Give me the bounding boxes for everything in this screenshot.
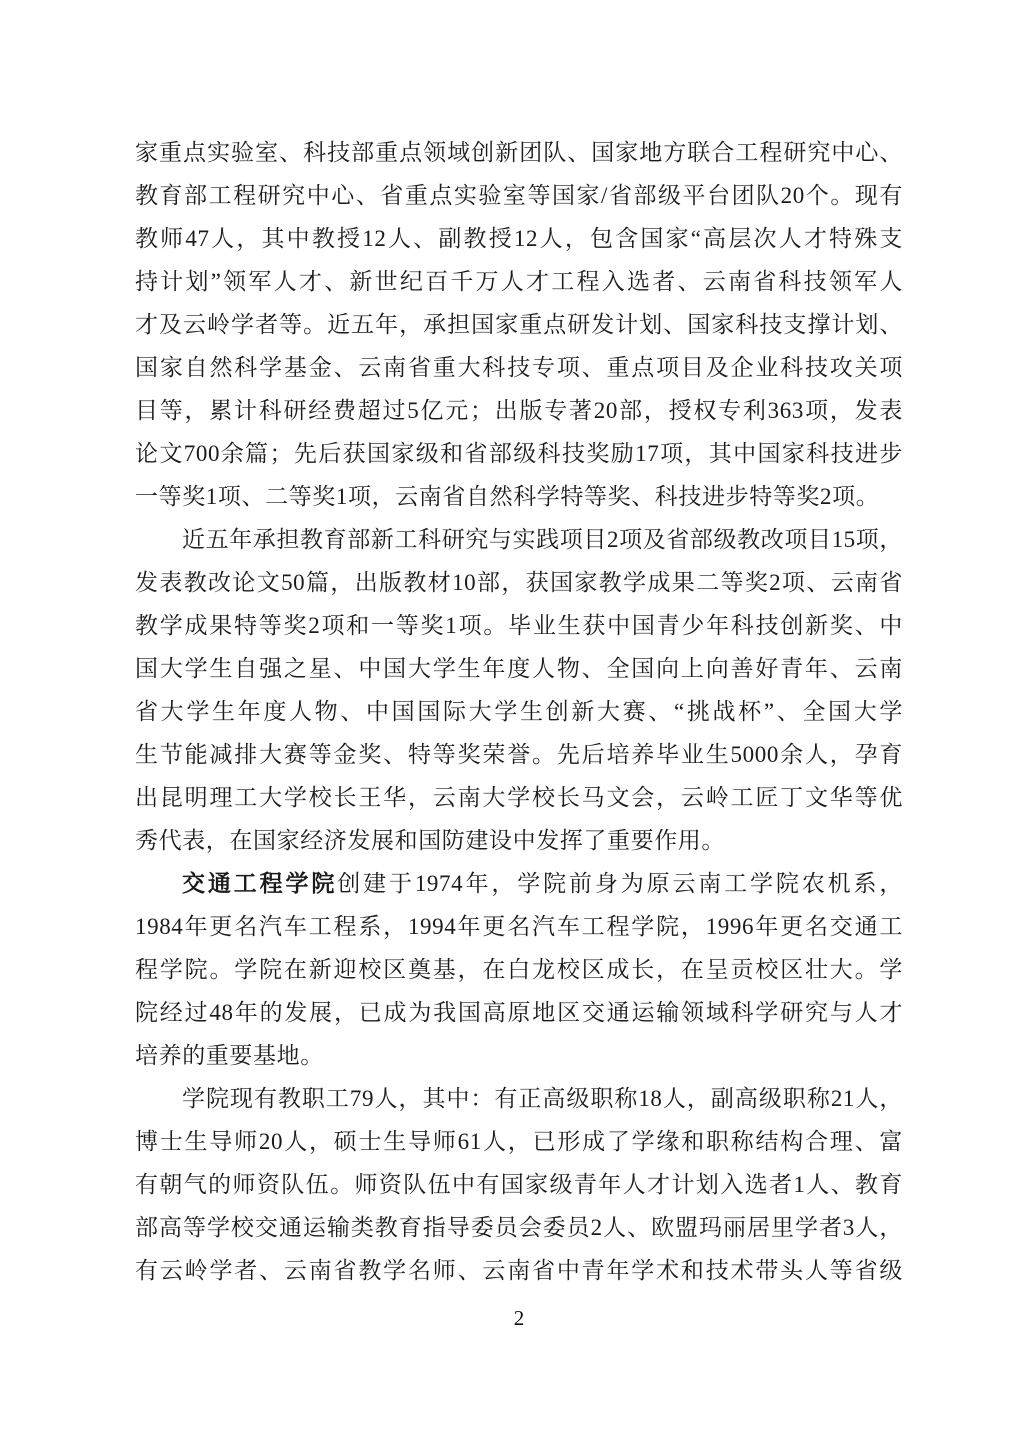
paragraph-college-history — [135, 862, 903, 1077]
text-line: 程学院。学院在新迎校区奠基，在白龙校区成长，在呈贡校区壮大。学 — [135, 957, 903, 982]
text-line: 近五年承担教育部新工科研究与实践项目2项及省部级教改项目15项， — [182, 527, 903, 552]
text-run: 创建于1974年，学院前身为原云南工学院农机系， — [337, 871, 903, 896]
college-name-bold-lead: 交通工程学院 — [182, 871, 338, 896]
text-line: 教育部工程研究中心、省重点实验室等国家/省部级平台团队20个。现有 — [135, 183, 903, 208]
text-line: 有云岭学者、云南省教学名师、云南省中青年学术和技术带头人等省级 — [135, 1258, 903, 1283]
text-line: 国家自然科学基金、云南省重大科技专项、重点项目及企业科技攻关项 — [135, 355, 903, 380]
text-line: 持计划”领军人才、新世纪百千万人才工程入选者、云南省科技领军人 — [135, 269, 903, 294]
text-line: 院经过48年的发展，已成为我国高原地区交通运输领域科学研究与人才 — [135, 1000, 903, 1025]
text-line — [135, 862, 903, 905]
text-line: 家重点实验室、科技部重点领域创新团队、国家地方联合工程研究中心、 — [135, 140, 903, 165]
text-line: 生节能减排大赛等金奖、特等奖荣誉。先后培养毕业生5000余人，孕育 — [135, 742, 903, 767]
text-line: 1984年更名汽车工程系，1994年更名汽车工程学院，1996年更名交通工 — [135, 914, 903, 939]
text-line: 论文700余篇；先后获国家级和省部级科技奖励17项，其中国家科技进步 — [135, 441, 903, 466]
text-line: 目等，累计科研经费超过5亿元；出版专著20部，授权专利363项，发表 — [135, 398, 903, 423]
page-body — [135, 131, 903, 1292]
text-line: 部高等学校交通运输类教育指导委员会委员2人、欧盟玛丽居里学者3人， — [135, 1215, 903, 1240]
text-line: 秀代表，在国家经济发展和国防建设中发挥了重要作用。 — [135, 828, 725, 853]
text-line: 教师47人，其中教授12人、副教授12人，包含国家“高层次人才特殊支 — [135, 226, 903, 251]
page-number: 2 — [513, 1306, 525, 1330]
text-line: 有朝气的师资队伍。师资队伍中有国家级青年人才计划入选者1人、教育 — [135, 1172, 903, 1197]
text-line: 出昆明理工大学校长王华，云南大学校长马文会，云岭工匠丁文华等优 — [135, 785, 903, 810]
text-line: 培养的重要基地。 — [135, 1043, 324, 1068]
text-line: 一等奖1项、二等奖1项，云南省自然科学特等奖、科技进步特等奖2项。 — [135, 484, 880, 509]
paragraph-platform-and-research — [135, 131, 903, 518]
text-line: 发表教改论文50篇，出版教材10部，获国家教学成果二等奖2项、云南省 — [135, 570, 903, 595]
text-line: 国大学生自强之星、中国大学生年度人物、全国向上向善好青年、云南 — [135, 656, 903, 681]
text-line: 教学成果特等奖2项和一等奖1项。毕业生获中国青少年科技创新奖、中 — [135, 613, 903, 638]
text-line: 才及云岭学者等。近五年，承担国家重点研发计划、国家科技支撑计划、 — [135, 312, 903, 337]
text-line: 省大学生年度人物、中国国际大学生创新大赛、“挑战杯”、全国大学 — [135, 699, 903, 724]
paragraph-faculty-overview — [135, 1077, 903, 1292]
text-line: 博士生导师20人，硕士生导师61人，已形成了学缘和职称结构合理、富 — [135, 1129, 903, 1154]
paragraph-teaching-achievements — [135, 518, 903, 862]
text-line: 学院现有教职工79人，其中：有正高级职称18人，副高级职称21人， — [182, 1086, 903, 1111]
